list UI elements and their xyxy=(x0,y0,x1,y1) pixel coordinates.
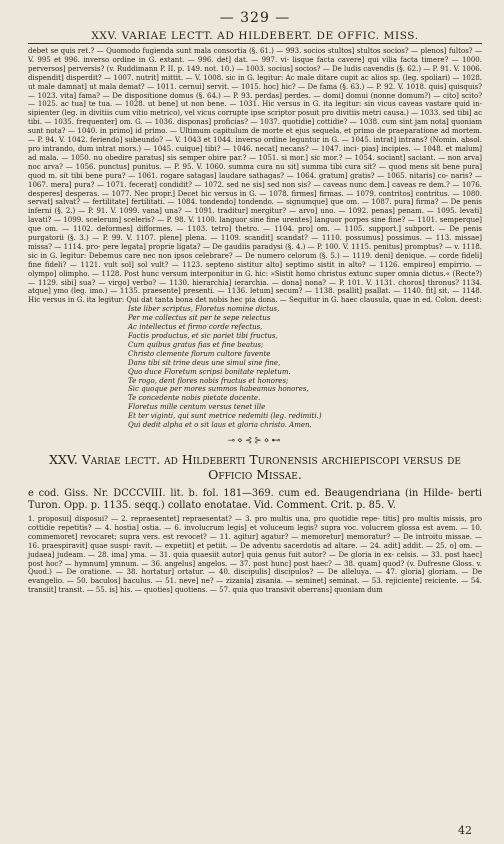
section-title xyxy=(28,452,482,482)
ornament-divider: ⊸⋄⊰⊱⋄⊷ xyxy=(227,435,283,446)
verse-line: Te concedente nobis pietate docente. xyxy=(128,394,261,403)
verse-line: Floretus mille centum versus tenet ille xyxy=(128,403,266,412)
verse-line: Sic quoque per mores summos habeamus honores, xyxy=(128,385,309,394)
verse-line: Et ter viginti, qui sunt metrice redemiti (leg. redimiti.) xyxy=(128,412,322,421)
signature-mark: 42 xyxy=(458,824,472,837)
section-title-line1: Variae lectt. ad Hildeberti Turonensis archiepiscopi versus de xyxy=(81,451,461,467)
verse-line: Quo duce Floretum scripsi bonitate repletum. xyxy=(128,367,291,376)
manuscript-note: e cod. Giss. Nr. DCCCVIII. lit. b. fol. 181—369. cum ed. Beaugendriana (in Hilde- berti Turon. Opp. p. 1135. seqq.) collato enotatae. Vid. Comment. Crit. p. 85. V. xyxy=(28,487,482,511)
verse-line: Cum quibus gratus fias et fine beatus; xyxy=(128,340,264,349)
verse-clausula xyxy=(28,305,482,430)
critical-notes-bottom: 1. proposui] disposui? — 2. repraesentet] repraesentat? — 3. pro multis una, pro quotidie repe- titis] pro multis missis, pro cottidie repetitis? — 4. hostia] ostia. — 6. involucrum legis] et voluceum legis? supra voc. volucrem glossa est avem. — 10. commemoret] revocaret; supra vers. est revocet? — 11. agitur] agatur? — memoretur] memoratur? — De introitu missae. — 16. praespiravit] quae suspi- ravit. — expetiit] et petiit. — De adventu sacerdotis ad altare. — 24. adit] addit. — 25. o] om. — judaea] judeam. — 28. ima] yma. — 31. quia quaesiit autor] quia genus fuit autor? — De gloria in ex- celsis. — 33. post haec] post hoc? — hymnum] ymnum. — 36. angelus] angelos. — 37. post hunc] post haec? — 38. quam] quod? (v. Dufresne Gloss. v. Quod.) — De oratione. — 38. hortatur] ortatur. — 40. discipulis] discipulos? — De alleluya. — 47. gloria] gloriam. — De evangelio. — 50. baculos] baculus. — 51. neve] ne? — zizania] zisania. — seminet] seminat. — 53. rejiciente] reiciente. — 54. transiit] transit. — 55. is] his. — quoties] quotiens. — 57. quia quo transivit oberrans] quoniam dum xyxy=(28,514,482,595)
critical-notes-top: debet se quis ret.? — Quomodo fugienda sunt mala consortia (§. 61.) — 993. socios stultos] stultos socios? — plenos] fultos? — V. 995 et 996. inverso ordine in G. extant. — 996. det] dat. — 997. vi- lisque facta cavere] qui vilia facta timere? — 1000. perversos] perversis? (v. Ruddimann P. II. p. 149. not. 10.) — 1003. socius] socios? — De ludis cavendis (§. 62.) — P. 91. V. 1006. dispendit] disperdit? — 1007. nutrit] mittit. — V. 1008. sic in G. legitur: Ac male ditare cupit ac alios sp. (leg. spoliari) — 1028. ut male damnat] ut mala demat? — 1011. cernui] servit. — 1015. hoc] hic? — De fama (§. 63.) — P. 92. V. 1018. quis] quisquis? — 1023. vita] fama? — De dispositione domus (§. 64.) — P. 93. perdas] perdes. — domi] domui (nonne domum?) — cito] scito? — 1025. ac tua] te tua. — 1028. ut bene] ut non bene. — 1031. Hic versus in G. ita legitur: sin vicus caveas vastare quid in- sipienter (leg. in divitiis cum vitio metrico), vel vicus corrupte ipse scriptor posuit pro divitiis metri causa.) — 1033. sed tibi] ac tibi. — 1035. frequenter] om. G. — 1036. disponas] proficias? — 1037. quotidie] cottidie? — 1038. cum sint jam nota] quoniam sunt nota? — 1040. in primo] id primo. — Ultimum capitulum de morte et ejus sequela, et primo de praeparatione ad mortem. — P. 94. V. 1042. feriendo] subeundo? — V. 1043 et 1044. inverso ordine leguntur in G. — 1045. intrat] intrans? (Nomin. absol. pro intrando, dum intrat mors.) — 1045. cuique] tibi? — 1046. necat] necans? — 1047. inci- pias] incipies. — 1048. et malum] ad mala. — 1050. nu obedire paratus] sis semper obire par.? — 1051. si mor.] sic mor.? — 1054. sociant] saciant. — non arva] noc arva? — 1056. punctus] punitus. — P. 95. V. 1060. summa cura nu sit] summa tibi cura sit? — quod mens sit bene pura] quod m. sit tibi bene pura? — 1061. rogare satagas] laudare sathagas? — 1064. gratum] gratis? — 1065. nitaris] co- naris? — 1067. mera] pura? — 1071. fecerat] condidit? — 1072. sed ne sis] sed non sis? — caveas nunc dem.] caveas re dem.? — 1076. desperes] desperas. — 1077. Nec propr.] Decet hic versus in G. — 1078. firmes] firmas. — 1079. contritos] contritus. — 1080. servat] salvat? — fertilitate] fertilitati. — 1084. tondendo] tondendo. — signumque] que om. — 1087. pura] firma? — De penis inferni (§. 2.) — P. 91. V. 1099. vana] una? — 1091. traditur] mergitur? — arvo] uno. — 1092. penas] penam. — 1095. levati] lavati? — 1099. scelerum] sceleris? — P. 98. V. 1100. languor sine fine urentes] languor porpes sine fine? — 1101. semperque] que om. — 1102. deformes] difformes. — 1103. tetro] thetro. — 1104. pro] om. — 1105. support.] subport. — De penis purgatorii (§. 3.) — P. 99. V. 1107. plene] plena. — 1109. scandit] scandat? — 1110. possumus] possimus. — 113. missae] missa? — 1114. pro- pere legata] proprie ligata? — De gaudiis paradysi (§. 4.) — P. 100. V. 1115. penitus] promptus? — v. 1118. sic in G. legitur: Debemus care nec non ipsos celebrare? — De numero celorum (§. 5.) — 1119. deni] denique. — corde fideli] fine fideli? — 1121. vult sol] sol vult? — 1123. septeno sistitur alto] septimo sistit in alto? — 1126. empireo] empirrio. — olympo] olimpho. — 1128. Post hunc versum interponitur in G. hic: »Sistit homo christus extunc super omnia dictus.« (Recte?) — 1129. sibi] sua? — virgo] verbo? — 1130. hierarchia] ierarchia. — dona] nona? — P. 101. V. 1131. choros] thronus? 1134. atque] ymo (leg. imo.) — 1135. praesente] presenti. — 1136. letum] secum? — 1138. psallit] psallat. — 1140. fit] sit. — 1148. Hic versus in G. ita legitur: Qui dat tanta bona det nobis hec pia dona. — Sequitur in G. haec clausula, quae in ed. Colon. deest: xyxy=(28,47,482,305)
verse-line: Christo clemente florum cultore favente xyxy=(128,349,271,358)
verse-line: Qui dedit alpha et o sit laus et gloria christo. Amen. xyxy=(128,421,312,430)
verse-line: Per me collectus sit per te sepe relectus xyxy=(128,314,271,323)
section-numeral: XXV. xyxy=(49,451,78,467)
verse-line: Te rogo, dent flores nobis fructus et honores; xyxy=(128,376,289,385)
running-head: XXV. VARIAE LECTT. AD HILDEBERT. DE OFFIC. MISS. xyxy=(28,30,482,44)
page-number: — 329 — xyxy=(219,10,291,26)
verse-line: Ac intellectus et firmo corde refectus, xyxy=(128,323,263,332)
verse-line: Iste liber scriptus, Floretus nomine dictus, xyxy=(128,305,280,314)
verse-line: Dans tibi sit trine deus unе simul sine fine, xyxy=(128,358,281,367)
section-title-line2: Officio Missae. xyxy=(208,466,302,482)
verse-line: Factis productus, et sic pariet tibi fructus, xyxy=(128,332,278,340)
